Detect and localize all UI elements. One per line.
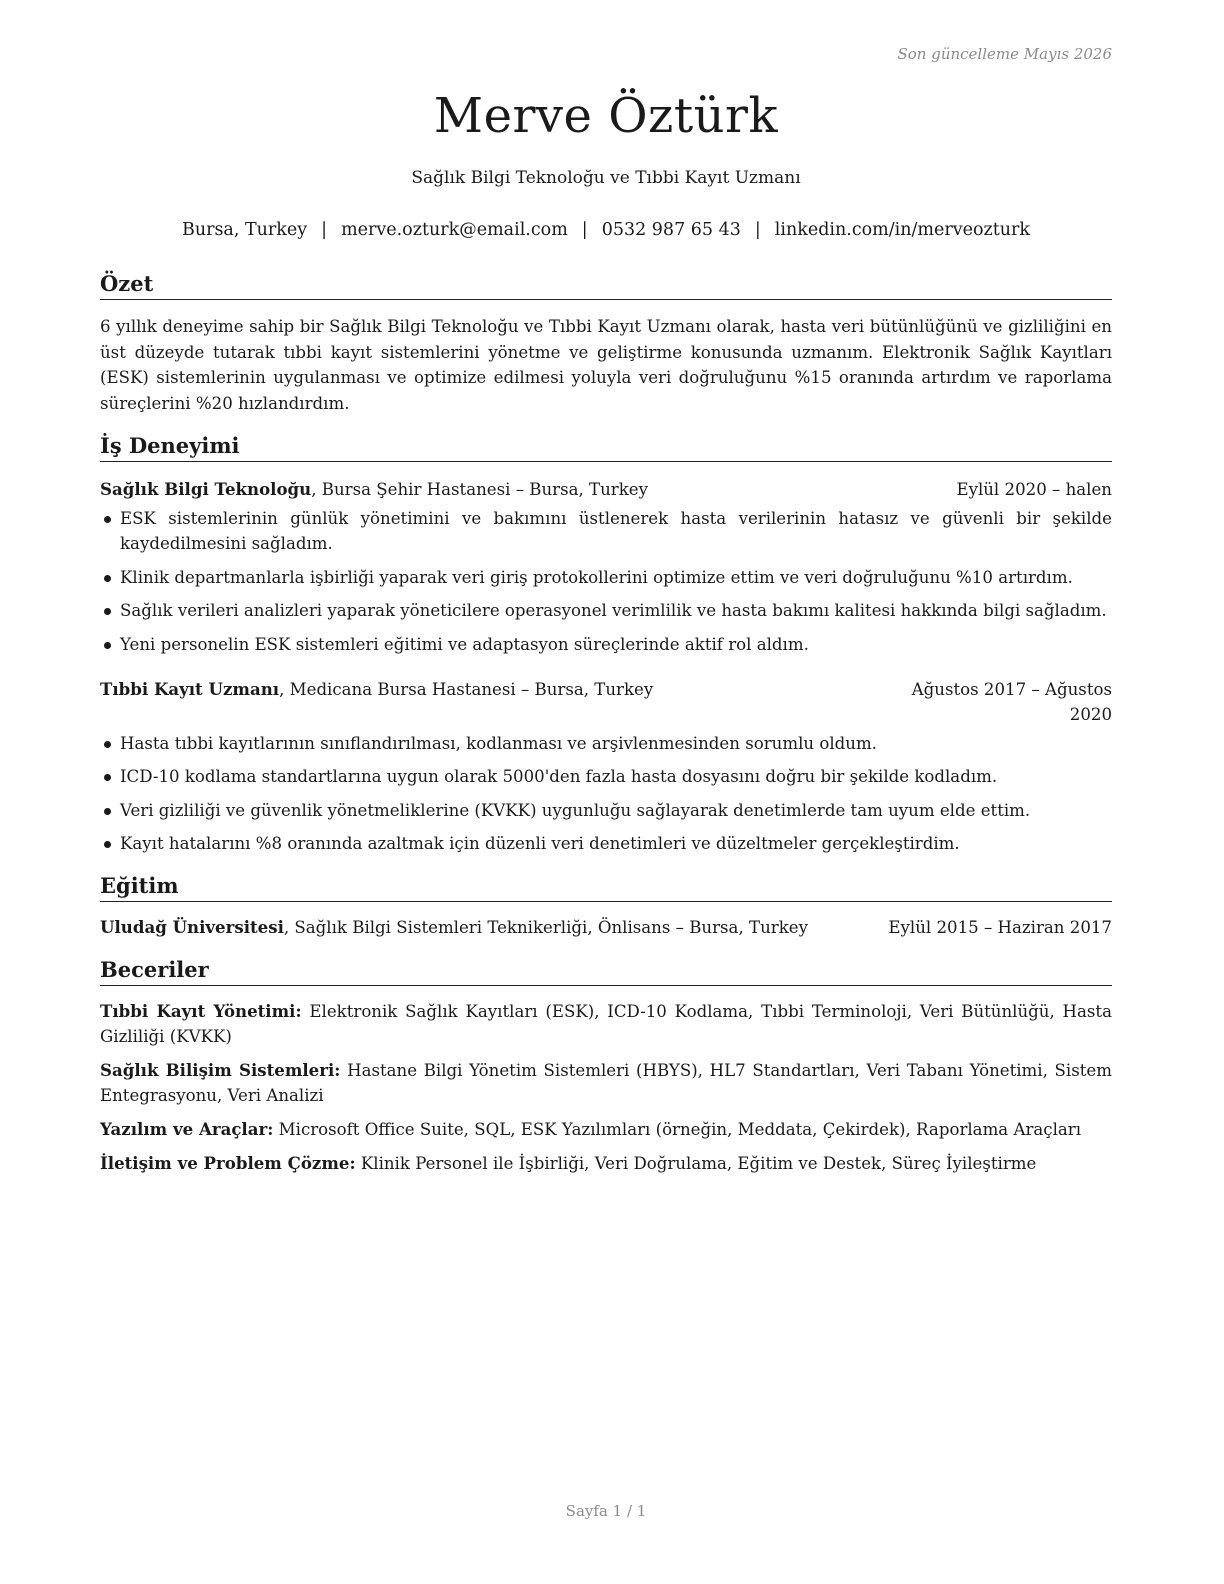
- job-org: , Bursa Şehir Hastanesi – Bursa, Turkey: [311, 480, 648, 499]
- summary-section: [100, 270, 1112, 416]
- education-entry: [100, 915, 1112, 940]
- job-org: , Medicana Bursa Hastanesi – Bursa, Turkey: [279, 679, 654, 699]
- job-bullet: Veri gizliliği ve güvenlik yönetmeliklerine (KVKK) uygunluğu sağlayarak denetimlerde tam uyum elde ettim.: [100, 798, 1112, 823]
- job-header: [100, 677, 1112, 727]
- job-bullets: [100, 506, 1112, 657]
- job-dates: Eylül 2020 – halen: [956, 480, 1112, 499]
- contact-separator: |: [321, 220, 328, 240]
- job-bullet: Kayıt hatalarını %8 oranında azaltmak için düzenli veri denetimleri ve düzeltmeler gerçekleştirdim.: [100, 831, 1112, 856]
- job-bullet: Yeni personelin ESK sistemleri eğitimi ve adaptasyon süreçlerinde aktif rol aldım.: [100, 632, 1112, 657]
- candidate-name: Merve Öztürk: [433, 88, 779, 144]
- job-bullet: ICD-10 kodlama standartlarına uygun olarak 5000'den fazla hasta dosyasını doğru bir şekilde kodladım.: [100, 764, 1112, 789]
- job-role: Tıbbi Kayıt Uzmanı: [100, 678, 280, 699]
- skill-label: Sağlık Bilişim Sistemleri:: [100, 1060, 341, 1080]
- skill-items: Microsoft Office Suite, SQL, ESK Yazılımları (örneğin, Meddata, Çekirdek), Raporlama Araçları: [278, 1120, 1082, 1139]
- skill-group: [100, 1058, 1112, 1108]
- skill-items: Klinik Personel ile İşbirliği, Veri Doğrulama, Eğitim ve Destek, Süreç İyileştirme: [360, 1154, 1037, 1173]
- education-line: [100, 915, 808, 940]
- skill-items: Elektronik Sağlık Kayıtları (ESK), ICD-10 Kodlama, Tıbbi Terminoloji, Veri Bütünlüğü, Hasta Gizliliği (KVKK): [100, 1002, 1112, 1046]
- section-heading-summary: Özet: [100, 270, 1112, 300]
- skill-group: [100, 1117, 1112, 1142]
- job-role: Sağlık Bilgi Teknoloğu: [100, 479, 312, 499]
- contact-linkedin[interactable]: linkedin.com/in/merveozturk: [774, 220, 1031, 240]
- resume-page: [100, 0, 1112, 1584]
- education-section: [100, 872, 1112, 940]
- section-heading-experience: İş Deneyimi: [100, 432, 1112, 462]
- skill-group: [100, 999, 1112, 1049]
- job-entry: [100, 677, 1112, 857]
- job-bullet: ESK sistemlerinin günlük yönetimini ve bakımını üstlenerek hasta verilerinin hatasız ve güvenli bir şekilde kaydedilmesini sağladım.: [100, 506, 1112, 556]
- education-school: Uludağ Üniversitesi: [100, 917, 284, 937]
- contact-separator: |: [754, 220, 761, 240]
- skills-section: [100, 956, 1112, 1176]
- contact-phone: 0532 987 65 43: [601, 220, 741, 240]
- job-bullet: Hasta tıbbi kayıtlarının sınıflandırılması, kodlanması ve arşivlenmesinden sorumlu oldum.: [100, 731, 1112, 756]
- job-bullet: Sağlık verileri analizleri yaparak yöneticilere operasyonel verimlilik ve hasta bakımı kalitesi hakkında bilgi sağladım.: [100, 598, 1112, 623]
- skill-label: İletişim ve Problem Çözme:: [100, 1153, 356, 1173]
- contact-line: [100, 220, 1112, 240]
- job-title-line: [100, 477, 648, 502]
- page-number: Sayfa 1 / 1: [565, 1502, 647, 1520]
- summary-text: 6 yıllık deneyime sahip bir Sağlık Bilgi Teknoloğu ve Tıbbi Kayıt Uzmanı olarak, hasta veri bütünlüğünü ve gizliliğini en üst düzeyde tutarak tıbbi kayıt sistemlerini yönetme ve geliştirme konusunda uzmanım. Elektronik Sağlık Kayıtları (ESK) sistemlerinin uygulanması ve optimize edilmesi yoluyla veri doğruluğunu %15 oranında artırdım ve raporlama süreçlerini %20 hızlandırdım.: [100, 317, 1112, 413]
- section-heading-education: Eğitim: [100, 872, 1112, 902]
- candidate-title: Sağlık Bilgi Teknoloğu ve Tıbbi Kayıt Uzmanı: [411, 168, 801, 188]
- skill-group: [100, 1151, 1112, 1176]
- skill-label: Tıbbi Kayıt Yönetimi:: [100, 1001, 302, 1021]
- job-dates: Ağustos 2017 – Ağustos 2020: [911, 679, 1112, 724]
- job-entry: [100, 477, 1112, 657]
- last-updated: Son güncelleme Mayıs 2026: [897, 45, 1112, 63]
- contact-separator: |: [581, 220, 588, 240]
- education-detail: , Sağlık Bilgi Sistemleri Teknikerliği, Önlisans – Bursa, Turkey: [283, 918, 808, 937]
- section-heading-skills: Beceriler: [100, 956, 1112, 986]
- education-dates: Eylül 2015 – Haziran 2017: [888, 918, 1112, 937]
- job-header: [100, 477, 1112, 502]
- contact-location: Bursa, Turkey: [181, 220, 308, 240]
- job-bullets: [100, 731, 1112, 857]
- resume-content: [100, 270, 1112, 1176]
- job-bullet: Klinik departmanlarla işbirliği yaparak veri giriş protokollerini optimize ettim ve veri doğruluğunu %10 artırdım.: [100, 565, 1112, 590]
- contact-email[interactable]: merve.ozturk@email.com: [341, 220, 568, 240]
- skill-items: Hastane Bilgi Yönetim Sistemleri (HBYS), HL7 Standartları, Veri Tabanı Yönetimi, Sistem Entegrasyonu, Veri Analizi: [100, 1061, 1112, 1105]
- skill-label: Yazılım ve Araçlar:: [100, 1119, 274, 1139]
- job-title-line: [100, 677, 653, 727]
- experience-section: [100, 432, 1112, 856]
